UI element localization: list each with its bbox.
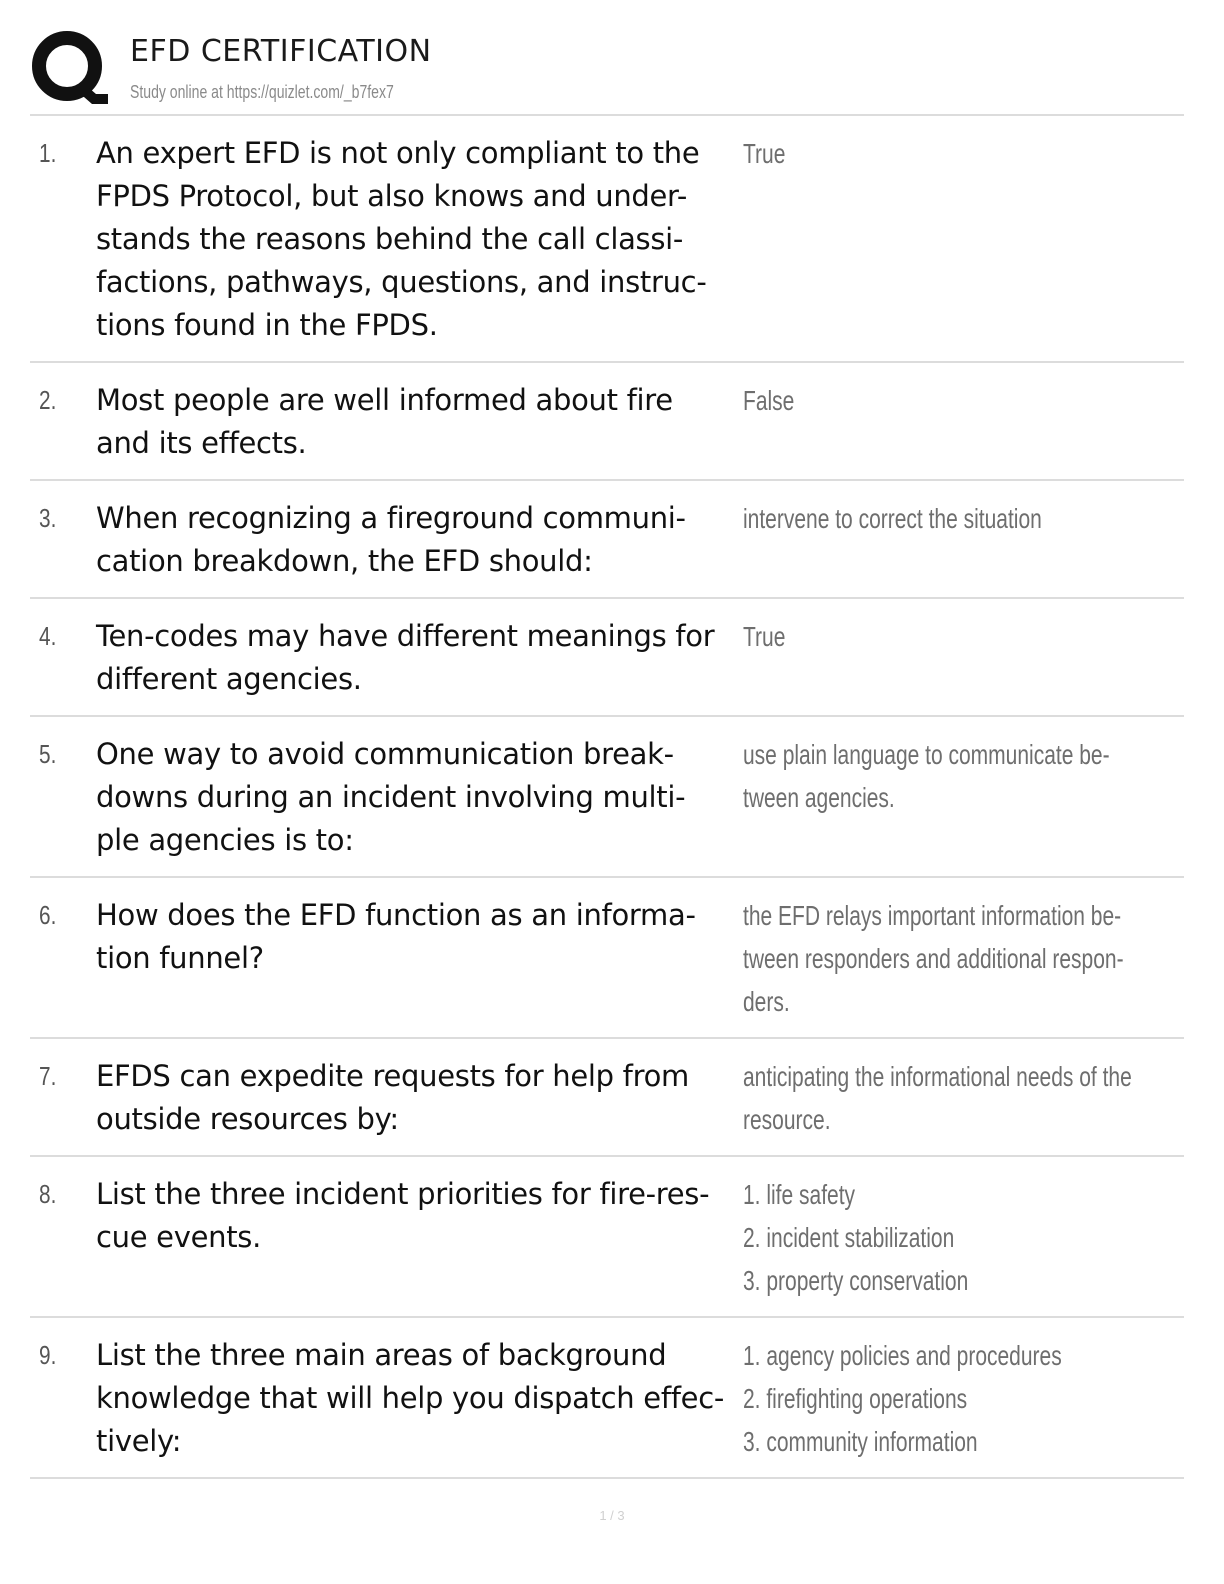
page-number: 1 / 3 (599, 1508, 625, 1523)
study-online-link[interactable]: Study online at https://quizlet.com/_b7fex7 (130, 82, 394, 102)
card-number: 6. (39, 900, 57, 930)
card-definition: anticipating the informational needs of the resource. (743, 1061, 1132, 1135)
card-term: When recognizing a fireground communi- cation breakdown, the EFD should: (96, 501, 686, 578)
card-term: List the three incident priorities for fire-res- cue events. (96, 1177, 710, 1254)
card-term: Most people are well informed about fire and its effects. (96, 383, 673, 460)
flashcard-4 (30, 599, 1184, 717)
card-term: List the three main areas of background knowledge that will help you dispatch effec- tively: (96, 1338, 725, 1458)
flashcard-3 (30, 481, 1184, 599)
card-definition: True (743, 621, 786, 652)
flashcard-8 (30, 1157, 1184, 1318)
card-number: 9. (39, 1340, 57, 1370)
card-term: Ten-codes may have different meanings for different agencies. (96, 619, 715, 696)
page-title: EFD CERTIFICATION (130, 34, 432, 69)
card-definition: intervene to correct the situation (743, 503, 1042, 534)
card-number: 5. (39, 739, 57, 769)
card-number: 8. (39, 1179, 57, 1209)
card-number: 7. (39, 1061, 57, 1091)
flashcard-2 (30, 363, 1184, 481)
card-term: An expert EFD is not only compliant to the FPDS Protocol, but also knows and under- stands the reasons behind the call classi- factions, pathways, questions, and instruc- tions found in the FPDS. (96, 136, 707, 342)
page-header (30, 28, 1184, 116)
card-term: One way to avoid communication break- downs during an incident involving multi- ple agencies is to: (96, 737, 686, 857)
flashcard-list (30, 116, 1184, 1479)
card-definition: use plain language to communicate be- tween agencies. (743, 739, 1110, 813)
card-definition: 1. life safety 2. incident stabilization 3. property conservation (743, 1179, 969, 1296)
flashcard-6 (30, 878, 1184, 1039)
card-definition: the EFD relays important information be- tween responders and additional respon- ders. (743, 900, 1124, 1017)
card-term: EFDS can expedite requests for help from outside resources by: (96, 1059, 689, 1136)
card-number: 4. (39, 621, 57, 651)
card-term: How does the EFD function as an informa- tion funnel? (96, 898, 696, 975)
card-definition: 1. agency policies and procedures 2. firefighting operations 3. community information (743, 1340, 1062, 1457)
card-number: 1. (39, 138, 57, 168)
card-definition: False (743, 385, 795, 416)
flashcard-9 (30, 1318, 1184, 1479)
flashcard-1 (30, 116, 1184, 363)
flashcard-7 (30, 1039, 1184, 1157)
card-definition: True (743, 138, 786, 169)
quizlet-q-logo-icon (30, 28, 110, 108)
flashcard-5 (30, 717, 1184, 878)
card-number: 2. (39, 385, 57, 415)
card-number: 3. (39, 503, 57, 533)
